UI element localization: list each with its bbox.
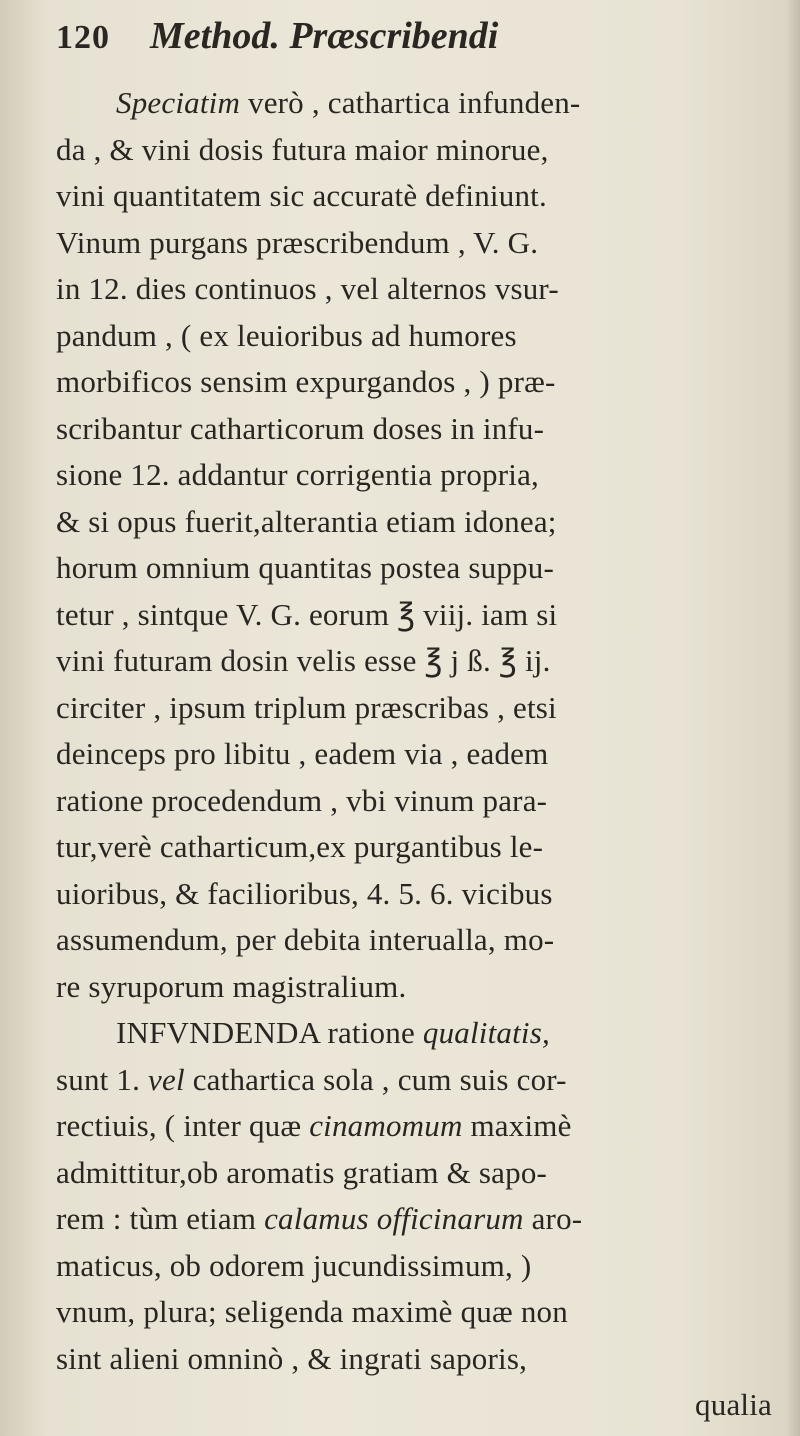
text-run: vini futuram dosin velis esse ℥ j ß. ℥ ij. <box>56 643 551 678</box>
text-run: da , & vini dosis futura maior minorue, <box>56 131 549 167</box>
text-line <box>56 1336 800 1383</box>
text-line <box>56 1150 800 1197</box>
text-run: horum omnium quantitas postea suppu- <box>56 550 554 585</box>
text-line <box>56 638 800 685</box>
text-line <box>56 266 800 313</box>
text-line <box>56 778 800 825</box>
text-line <box>56 964 800 1011</box>
italic-text-run: Speciatim <box>116 85 241 120</box>
text-line <box>56 917 800 964</box>
text-run: admittitur,ob aromatis gratiam & sapo- <box>56 1154 548 1190</box>
text-line <box>56 592 800 639</box>
text-run: verò , cathartica infunden- <box>240 85 581 120</box>
text-line <box>56 545 800 592</box>
page-number: 120 <box>56 19 110 56</box>
text-run: circiter , ipsum triplum præscribas , etsi <box>56 689 557 725</box>
text-line <box>56 499 800 546</box>
text-line <box>56 452 800 499</box>
text-run: morbificos sensim expurgandos , ) præ- <box>56 364 556 399</box>
text-body <box>56 80 800 1429</box>
text-line <box>56 313 800 360</box>
text-run: rem : tùm etiam <box>56 1201 265 1236</box>
text-run: maticus, ob odorem jucundissimum, ) <box>56 1247 532 1283</box>
text-run: sint alieni omninò , & ingrati saporis, <box>56 1340 528 1376</box>
text-line <box>56 1057 800 1104</box>
italic-text-run: cinamomum <box>309 1108 463 1143</box>
text-line <box>56 824 800 871</box>
text-line <box>56 127 800 174</box>
text-run: pandum , ( ex leuioribus ad humores <box>56 317 517 353</box>
text-line <box>56 80 800 127</box>
text-line <box>56 1382 800 1429</box>
text-run: sunt 1. <box>56 1061 149 1097</box>
text-run: scribantur catharticorum doses in infu- <box>56 410 545 446</box>
text-run: maximè <box>462 1108 572 1143</box>
text-run: aro- <box>523 1201 583 1236</box>
text-run: in 12. dies continuos , vel alternos vsur- <box>56 271 559 306</box>
text-run: tur,verè catharticum,ex purgantibus le- <box>56 829 544 864</box>
text-run: sione 12. addantur corrigentia propria, <box>56 457 539 492</box>
text-line <box>56 1196 800 1243</box>
text-line <box>56 731 800 778</box>
text-run: vini quantitatem sic accuratè definiunt. <box>56 178 547 213</box>
text-line <box>56 1243 800 1290</box>
text-line <box>56 173 800 220</box>
text-run: ratione procedendum , vbi vinum para- <box>56 782 548 818</box>
text-line <box>56 1010 800 1057</box>
running-head: Method. Præscribendi <box>150 15 499 57</box>
text-line <box>56 1103 800 1150</box>
italic-text-run: vel <box>148 1061 185 1097</box>
text-line <box>56 220 800 267</box>
text-run: tetur , sintque V. G. eorum ℥ viij. iam si <box>56 596 558 632</box>
text-run: uioribus, & facilioribus, 4. 5. 6. vicibus <box>56 875 553 911</box>
text-run: INFVNDENDA ratione <box>116 1015 423 1050</box>
text-run: deinceps pro libitu , eadem via , eadem <box>56 736 549 771</box>
text-line <box>56 685 800 732</box>
text-line <box>56 359 800 406</box>
italic-text-run: qualitatis, <box>422 1015 550 1050</box>
text-run: rectiuis, ( inter quæ <box>56 1108 310 1143</box>
text-run: & si opus fuerit,alterantia etiam idonea; <box>56 503 557 539</box>
text-run: Vinum purgans præscribendum , V. G. <box>56 224 539 260</box>
text-line <box>56 1289 800 1336</box>
text-line <box>56 406 800 453</box>
text-run: assumendum, per debita interualla, mo- <box>56 922 555 957</box>
text-line <box>56 871 800 918</box>
italic-text-run: calamus officinarum <box>264 1201 524 1236</box>
text-run: re syruporum magistralium. <box>56 968 407 1004</box>
page-header <box>56 14 776 74</box>
text-run: vnum, plura; seligenda maximè quæ non <box>56 1294 568 1329</box>
text-run: qualia <box>695 1387 772 1422</box>
text-run: cathartica sola , cum suis cor- <box>184 1061 567 1097</box>
